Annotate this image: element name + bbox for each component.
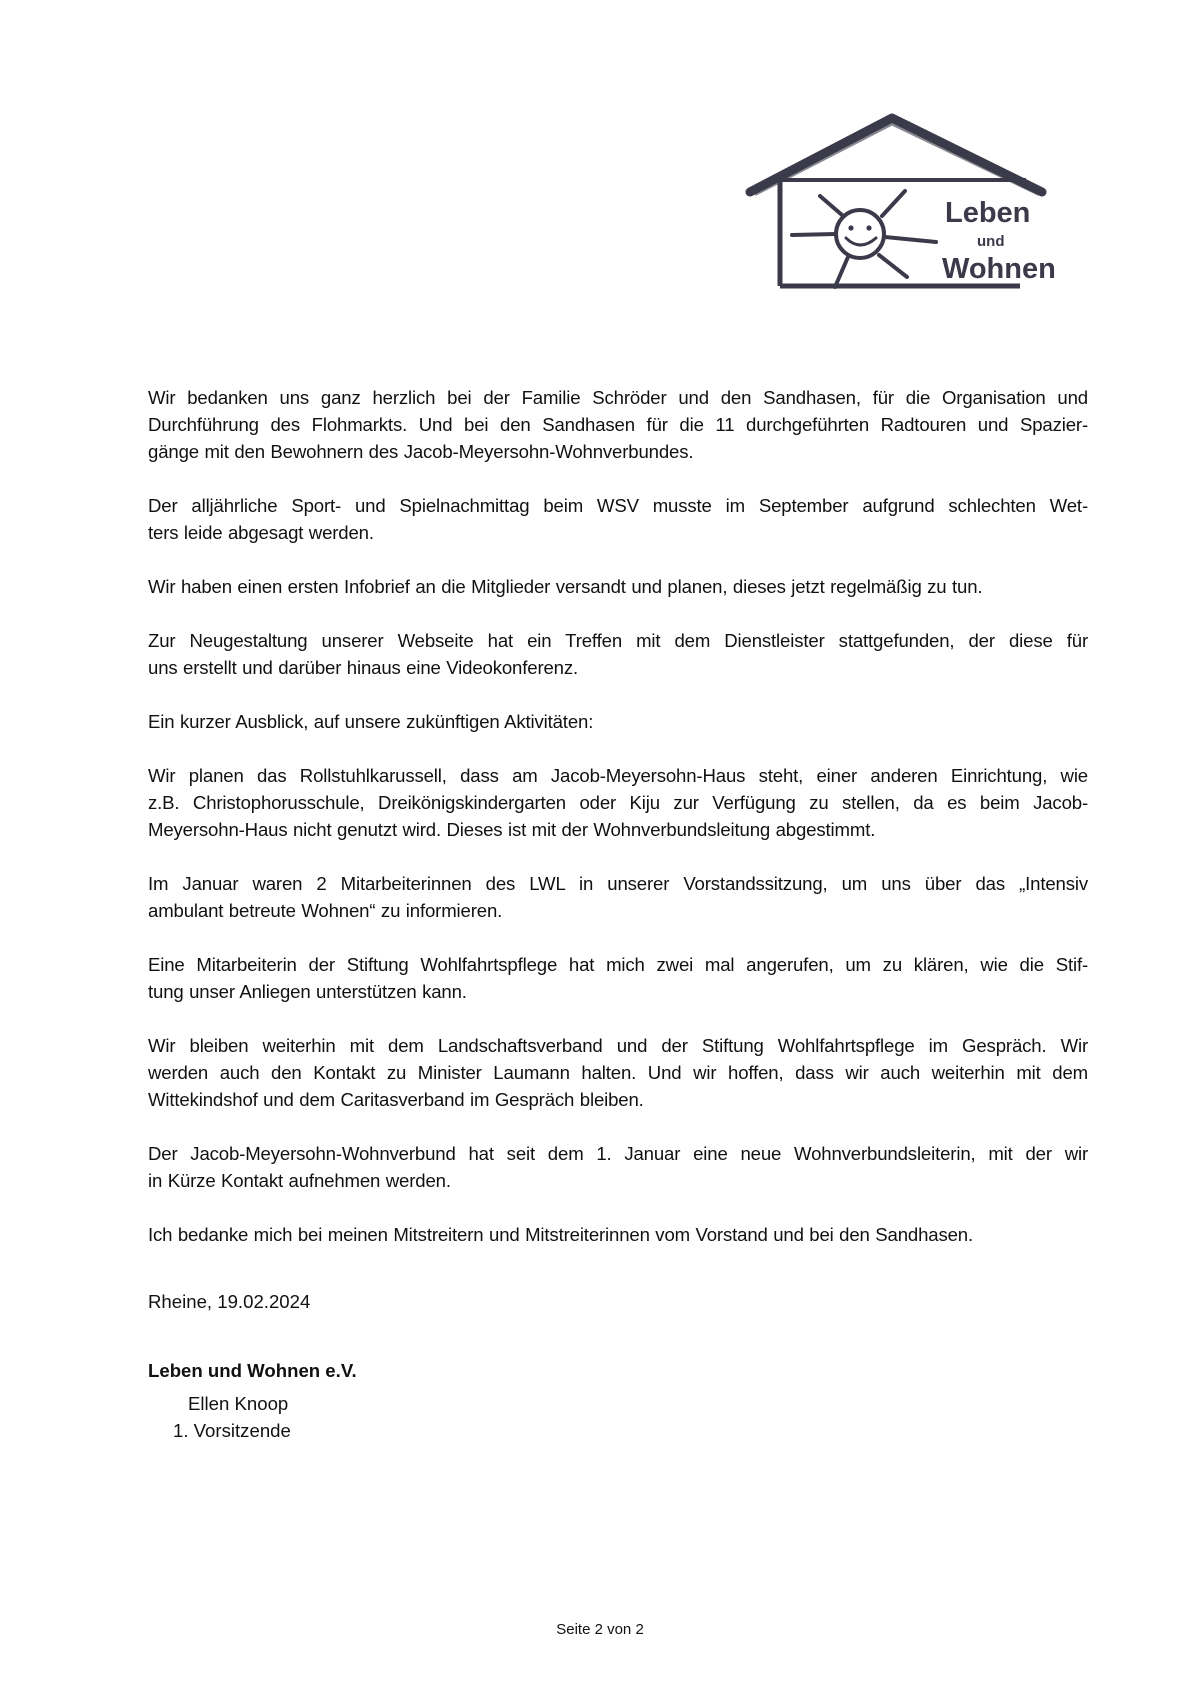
text-line: Ein kurzer Ausblick, auf unsere zukünftigen Aktivitäten: — [148, 711, 594, 732]
text-line: uns erstellt und darüber hinaus eine Videokonferenz. — [148, 657, 579, 678]
text-line: ambulant betreute Wohnen“ zu informieren. — [148, 900, 503, 921]
organization-logo — [742, 100, 1082, 300]
paragraph-closing-thanks — [148, 1221, 1088, 1248]
text-line: werden auch den Kontakt zu Minister Laumann halten. Und wir hoffen, dass wir auch weiterhin mit dem — [148, 1062, 1088, 1083]
organization-name: Leben und Wohnen e.V. — [148, 1360, 357, 1381]
letter-body — [148, 384, 1088, 1275]
smiling-sun-icon — [792, 191, 936, 287]
text-line: ters leide abgesagt werden. — [148, 522, 374, 543]
text-line: Wir planen das Rollstuhlkarussell, dass am Jacob-Meyersohn-Haus steht, einer anderen Einrichtung, wie — [148, 765, 1088, 786]
paragraph-wheelchair-carousel — [148, 762, 1088, 843]
signer-role: 1. Vorsitzende — [173, 1420, 291, 1441]
svg-text:und: und — [977, 233, 1005, 250]
house-sun-logo-icon — [742, 100, 1082, 300]
text-line: Wittekindshof und dem Caritasverband im Gespräch bleiben. — [148, 1089, 644, 1110]
text-line: Eine Mitarbeiterin der Stiftung Wohlfahrtspflege hat mich zwei mal angerufen, um zu klären, wie die Stif- — [148, 954, 1088, 975]
paragraph-newsletter — [148, 573, 1088, 600]
text-line: Wir bleiben weiterhin mit dem Landschaftsverband und der Stiftung Wohlfahrtspflege im Gespräch. Wir — [148, 1035, 1088, 1056]
text-line: Der Jacob-Meyersohn-Wohnverbund hat seit dem 1. Januar eine neue Wohnverbundsleiterin, mit der wir — [148, 1143, 1088, 1164]
svg-text:Wohnen: Wohnen — [942, 253, 1056, 285]
text-line: in Kürze Kontakt aufnehmen werden. — [148, 1170, 451, 1191]
text-line: tung unser Anliegen unterstützen kann. — [148, 981, 467, 1002]
text-line: Der alljährliche Sport- und Spielnachmittag beim WSV musste im September aufgrund schlechten Wet- — [148, 495, 1088, 516]
text-line: Wir bedanken uns ganz herzlich bei der Familie Schröder und den Sandhasen, für die Organisation und — [148, 387, 1088, 408]
svg-text:Leben: Leben — [945, 197, 1031, 229]
text-line: Zur Neugestaltung unserer Webseite hat ein Treffen mit dem Dienstleister stattgefunden, der diese für — [148, 630, 1088, 651]
text-line: Im Januar waren 2 Mitarbeiterinnen des LWL in unserer Vorstandssitzung, um uns über das „Intensiv — [148, 873, 1088, 894]
paragraph-foundation-call — [148, 951, 1088, 1005]
paragraph-sports-afternoon — [148, 492, 1088, 546]
paragraph-ongoing-talks — [148, 1032, 1088, 1113]
page-number: Seite 2 von 2 — [556, 1621, 644, 1638]
text-line: gänge mit den Bewohnern des Jacob-Meyersohn-Wohnverbundes. — [148, 441, 694, 462]
paragraph-website — [148, 627, 1088, 681]
text-line: z.B. Christophorusschule, Dreikönigskindergarten oder Kiju zur Verfügung zu stellen, da es beim Jacob- — [148, 792, 1088, 813]
text-line: Wir haben einen ersten Infobrief an die Mitglieder versandt und planen, dieses jetzt regelmäßig zu tun. — [148, 576, 983, 597]
text-line: Meyersohn-Haus nicht genutzt wird. Dieses ist mit der Wohnverbundsleitung abgestimmt. — [148, 819, 876, 840]
paragraph-outlook-intro — [148, 708, 1088, 735]
text-line: Durchführung des Flohmarkts. Und bei den Sandhasen für die 11 durchgeführten Radtouren und Spazier- — [148, 414, 1088, 435]
place-and-date: Rheine, 19.02.2024 — [148, 1291, 311, 1312]
paragraph-thanks-flea-market — [148, 384, 1088, 465]
signer-name: Ellen Knoop — [188, 1393, 289, 1414]
paragraph-new-director — [148, 1140, 1088, 1194]
text-line: Ich bedanke mich bei meinen Mitstreitern und Mitstreiterinnen vom Vorstand und bei den Sandhasen. — [148, 1224, 974, 1245]
paragraph-lwl-meeting — [148, 870, 1088, 924]
